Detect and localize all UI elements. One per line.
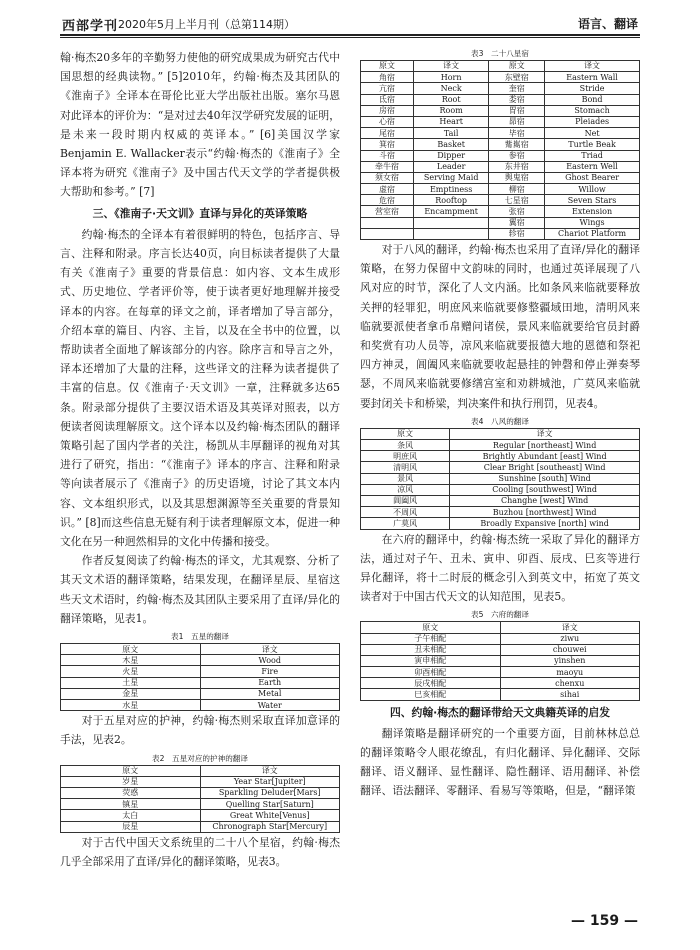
table-cell: 东井宿 bbox=[489, 161, 545, 172]
right-column bbox=[360, 48, 640, 801]
table-cell: 丑未相配 bbox=[361, 644, 501, 655]
table-row bbox=[361, 105, 640, 116]
table-cell: 不周风 bbox=[361, 507, 450, 518]
table-row bbox=[61, 810, 340, 821]
table-cell: 水星 bbox=[61, 700, 201, 711]
table-cell: 斗宿 bbox=[361, 150, 414, 161]
table-cell: Net bbox=[545, 128, 640, 139]
table-cell: 广莫风 bbox=[361, 518, 450, 529]
table-cell: 东壁宿 bbox=[489, 72, 545, 83]
table-cell: Cooling [southwest] Wind bbox=[450, 484, 640, 495]
table-cell: 心宿 bbox=[361, 116, 414, 127]
table-header-cell: 译文 bbox=[200, 765, 340, 776]
table-cell: 轸宿 bbox=[489, 228, 545, 239]
table-cell: 张宿 bbox=[489, 206, 545, 217]
table-cell: Year Star[Jupiter] bbox=[200, 776, 340, 787]
table-row bbox=[361, 184, 640, 195]
table-row bbox=[361, 678, 640, 689]
table-cell: 柳宿 bbox=[489, 184, 545, 195]
table-cell: Emptiness bbox=[414, 184, 489, 195]
table-caption: 表3 二十八星宿 bbox=[471, 49, 529, 58]
table-cell: 镇星 bbox=[61, 799, 201, 810]
table-cell: 辰星 bbox=[61, 821, 201, 832]
table-header-cell: 原文 bbox=[361, 428, 450, 439]
table-cell: Changhe [west] Wind bbox=[450, 495, 640, 506]
table-cell: 角宿 bbox=[361, 72, 414, 83]
table-cell: Ghost Bearer bbox=[545, 172, 640, 183]
table-caption: 表1 五星的翻译 bbox=[171, 632, 229, 642]
table-row bbox=[361, 72, 640, 83]
table-cell: Pleiades bbox=[545, 116, 640, 127]
table-cell: 胃宿 bbox=[489, 105, 545, 116]
table-five-planets bbox=[60, 643, 340, 711]
table-cell bbox=[361, 228, 414, 239]
table-cell: 辰戌相配 bbox=[361, 678, 501, 689]
table-row bbox=[61, 688, 340, 699]
table-cell: 觜嶲宿 bbox=[489, 139, 545, 150]
table-cell: Clear Bright [southeast] Wind bbox=[450, 462, 640, 473]
table-six-fu bbox=[360, 621, 640, 700]
table-cell: 凉风 bbox=[361, 484, 450, 495]
table-cell: 昴宿 bbox=[489, 116, 545, 127]
table-cell: sihai bbox=[500, 689, 640, 700]
header-rule-thin bbox=[60, 37, 640, 38]
table-cell: Stride bbox=[545, 83, 640, 94]
paragraph: 对于八风的翻译，约翰·梅杰也采用了直译/异化的翻译策略，在努力保留中文韵味的同时，也通过英译展现了八风对应的时节，深化了人文内涵。比如条风来临就要释放关押的轻罪犯，明庶风来临就要修整疆域田地，清明风来临就要派使者拿币帛赠问诸侯，景风来临就要给官员封爵和奖赏有功人员等，凉风来临就要报德大地的恩德和祭祀四方神灵，阊阖风来临就要收起悬挂的钟磬和停止弹奏琴瑟，不周风来临就要修缮宫室和劝耕城池，广莫风来临就要封闭关卡和桥梁，判决案件和执行刑罚，见表4。 bbox=[360, 243, 640, 410]
table-header-cell: 原文 bbox=[361, 622, 501, 633]
table-cell: 荧惑 bbox=[61, 788, 201, 799]
table-cell: Fire bbox=[200, 666, 340, 677]
table-cell: 箕宿 bbox=[361, 139, 414, 150]
table-cell: Leader bbox=[414, 161, 489, 172]
table-cell: 岁星 bbox=[61, 776, 201, 787]
table-cell: 七星宿 bbox=[489, 195, 545, 206]
table-caption: 表4 八风的翻译 bbox=[471, 416, 529, 426]
table-cell: Basket bbox=[414, 139, 489, 150]
table-cell bbox=[361, 217, 414, 228]
table-header-cell: 译文 bbox=[545, 61, 640, 72]
table-cell: Rooftop bbox=[414, 195, 489, 206]
paragraph: 对于五星对应的护神，约翰·梅杰则采取直译加意译的手法，见表2。 bbox=[60, 714, 340, 747]
section-heading: 四、约翰·梅杰的翻译带给天文典籍英译的启发 bbox=[389, 705, 611, 719]
table-cell: 清明风 bbox=[361, 462, 450, 473]
table-cell: maoyu bbox=[500, 667, 640, 678]
table-cell: Bond bbox=[545, 94, 640, 105]
table-row bbox=[361, 667, 640, 678]
table-row bbox=[61, 776, 340, 787]
table-cell: 寅申相配 bbox=[361, 655, 501, 666]
table-cell: Encampment bbox=[414, 206, 489, 217]
table-cell: Wings bbox=[545, 217, 640, 228]
table-cell: 娄宿 bbox=[489, 94, 545, 105]
journal-logo: 西部学刊 bbox=[62, 19, 119, 34]
table-row bbox=[61, 821, 340, 832]
table-cell: 火星 bbox=[61, 666, 201, 677]
table-cell: Seven Stars bbox=[545, 195, 640, 206]
table-cell: 氐宿 bbox=[361, 94, 414, 105]
table-cell: Water bbox=[200, 700, 340, 711]
table-cell: Willow bbox=[545, 184, 640, 195]
table-cell: 危宿 bbox=[361, 195, 414, 206]
table-cell: 明庶风 bbox=[361, 451, 450, 462]
table-row bbox=[361, 206, 640, 217]
table-row bbox=[61, 655, 340, 666]
table-cell: Serving Maid bbox=[414, 172, 489, 183]
table-row bbox=[361, 116, 640, 127]
table-cell: 虚宿 bbox=[361, 184, 414, 195]
page-header bbox=[0, 0, 700, 38]
table-cell: 土星 bbox=[61, 677, 201, 688]
table-cell: Room bbox=[414, 105, 489, 116]
table-cell: chouwei bbox=[500, 644, 640, 655]
table-row bbox=[361, 440, 640, 451]
table-header-cell: 译文 bbox=[500, 622, 640, 633]
table-planet-deities bbox=[60, 765, 340, 833]
table-row bbox=[361, 228, 640, 239]
table-row bbox=[361, 462, 640, 473]
table-cell: Buzhou [northwest] Wind bbox=[450, 507, 640, 518]
table-cell: Earth bbox=[200, 677, 340, 688]
left-column bbox=[60, 48, 340, 871]
table-row bbox=[361, 655, 640, 666]
table-cell: Triad bbox=[545, 150, 640, 161]
table-cell: 舆鬼宿 bbox=[489, 172, 545, 183]
table-cell: 木星 bbox=[61, 655, 201, 666]
table-row bbox=[361, 473, 640, 484]
table-row bbox=[61, 799, 340, 810]
table-cell: 须女宿 bbox=[361, 172, 414, 183]
table-header-cell: 原文 bbox=[61, 644, 201, 655]
table-cell: 金星 bbox=[61, 688, 201, 699]
table-header-cell: 译文 bbox=[414, 61, 489, 72]
table-cell: 太白 bbox=[61, 810, 201, 821]
table-header-row bbox=[61, 765, 340, 776]
table-row bbox=[361, 83, 640, 94]
table-cell: 条风 bbox=[361, 440, 450, 451]
table-row bbox=[361, 484, 640, 495]
table-header-cell: 原文 bbox=[61, 765, 201, 776]
section-heading: 三、《淮南子·天文训》直译与异化的英译策略 bbox=[92, 206, 308, 220]
table-header-row bbox=[361, 428, 640, 439]
table-caption: 表2 五星对应的护神的翻译 bbox=[152, 753, 248, 763]
table-cell: Dipper bbox=[414, 150, 489, 161]
table-header-row bbox=[361, 61, 640, 72]
table-cell: Eastern Well bbox=[545, 161, 640, 172]
table-row bbox=[361, 172, 640, 183]
table-cell: Regular [northeast] Wind bbox=[450, 440, 640, 451]
table-cell: Chariot Platform bbox=[545, 228, 640, 239]
table-header-cell: 原文 bbox=[361, 61, 414, 72]
page-number: — 159 — bbox=[571, 913, 638, 929]
table-cell: 毕宿 bbox=[489, 128, 545, 139]
table-row bbox=[361, 217, 640, 228]
table-cell: 牵牛宿 bbox=[361, 161, 414, 172]
table-cell: Sunshine [south] Wind bbox=[450, 473, 640, 484]
table-row bbox=[361, 689, 640, 700]
table-cell: ziwu bbox=[500, 633, 640, 644]
header-rule-thick bbox=[60, 34, 640, 36]
paragraph: 在六府的翻译中，约翰·梅杰统一采取了异化的翻译方法，通过对子午、丑未、寅申、卯酉、辰戌、巳亥等进行异化翻译，将十二时辰的概念引入到英文中，拓宽了英文读者对于中国古代天文的认知范围，见表5。 bbox=[360, 532, 640, 604]
table-row bbox=[361, 518, 640, 529]
table-cell: Root bbox=[414, 94, 489, 105]
paragraph: 对于古代中国天文系统里的二十八个星宿，约翰·梅杰几乎全部采用了直译/异化的翻译策略，见表3。 bbox=[60, 835, 340, 868]
table-row bbox=[61, 700, 340, 711]
paragraph: 作者反复阅读了约翰·梅杰的译文，尤其观察、分析了其天文术语的翻译策略，结果发现，在翻译星辰、星宿这些天文术语时，约翰·梅杰及其团队主要采用了直译/异化的翻译策略，见表1。 bbox=[60, 554, 340, 625]
table-28-mansions bbox=[360, 60, 640, 240]
table-header-row bbox=[361, 622, 640, 633]
table-row bbox=[361, 633, 640, 644]
table-header-row bbox=[61, 644, 340, 655]
table-cell: Broadly Expansive [north] wind bbox=[450, 518, 640, 529]
table-cell: Extension bbox=[545, 206, 640, 217]
table-cell: Brightly Abundant [east] Wind bbox=[450, 451, 640, 462]
table-cell: 亢宿 bbox=[361, 83, 414, 94]
paragraph: 翰·梅杰20多年的辛勤努力使他的研究成果成为研究古代中国思想的经典读物。” [5]2010年，约翰·梅杰及其团队的《淮南子》全译本在哥伦比亚大学出版社出版。塞尔马恩对此译本的评价为：“是对过去40年汉学研究发展的证明，是未来一段时期内权威的英译本。” [6]美国汉学家Benjamin E. Wallacker表示“约翰·梅杰的《淮南子》全译本将为研究《淮南子》及中国古代天文学的学者提供极大帮助和参考。” [7] bbox=[60, 51, 340, 199]
section-title: 语言、翻译 bbox=[577, 17, 638, 31]
table-row bbox=[361, 94, 640, 105]
table-row bbox=[361, 139, 640, 150]
table-row bbox=[61, 666, 340, 677]
table-cell: 尾宿 bbox=[361, 128, 414, 139]
table-cell: 卯酉相配 bbox=[361, 667, 501, 678]
table-cell: Horn bbox=[414, 72, 489, 83]
table-cell: Great White[Venus] bbox=[200, 810, 340, 821]
table-row bbox=[61, 788, 340, 799]
table-cell bbox=[414, 217, 489, 228]
table-cell: 参宿 bbox=[489, 150, 545, 161]
table-row bbox=[361, 195, 640, 206]
table-cell: Eastern Wall bbox=[545, 72, 640, 83]
table-cell: 巳亥相配 bbox=[361, 689, 501, 700]
paragraph: 翻译策略是翻译研究的一个重要方面，目前林林总总的翻译策略令人眼花缭乱，有归化翻译、异化翻译、交际翻译、语义翻译、显性翻译、隐性翻译、语用翻译、补偿翻译、语法翻译、零翻译、看易写等策略，但是，“翻译策 bbox=[360, 726, 640, 798]
issue-info: 2020年5月上半月刊（总第114期） bbox=[118, 18, 295, 31]
table-row bbox=[361, 451, 640, 462]
table-row bbox=[361, 150, 640, 161]
table-cell: 阊阖风 bbox=[361, 495, 450, 506]
table-row bbox=[361, 128, 640, 139]
table-cell: Heart bbox=[414, 116, 489, 127]
table-cell: chenxu bbox=[500, 678, 640, 689]
paragraph: 约翰·梅杰的全译本有着很鲜明的特色，包括序言、导言、注释和附录。序言长达40页，向目标读者提供了大量有关《淮南子》重要的背景信息：如内容、文本生成形式、历史地位、学者评价等，使于读者更好地理解并接受译本的内容。在每章的译文之前，译者增加了导言部分，介绍本章的篇目、内容、主旨，以及在全书中的位置，以帮助读者全面地了解该部分的内容。除序言和导言之外，译本还增加了大量的注释，这些译文的注释为读者提供了丰富的信息。仅《淮南子·天文训》一章，注释就多达65条。附录部分提供了主要汉语术语及其英译对照表，以方便读者阅读理解原文。这个译本以及约翰·梅杰团队的翻译策略引起了国内学者的关注，杨凯从丰厚翻译的视角对其进行了研究，指出：“《淮南子》译本的序言、注释和附录等向读者展示了《淮南子》的历史语境，讨论了其文本内容、文本组织形式，以及其思想渊源等至关重要的背景知识。” [8]而这些信息无疑有利于读者理解原文本，促进一种文化在另一种迥然相异的文化中传播和接受。 bbox=[60, 227, 340, 549]
table-row bbox=[361, 161, 640, 172]
table-cell: Neck bbox=[414, 83, 489, 94]
table-cell: 奎宿 bbox=[489, 83, 545, 94]
table-cell: Wood bbox=[200, 655, 340, 666]
table-cell: Metal bbox=[200, 688, 340, 699]
table-cell: 翼宿 bbox=[489, 217, 545, 228]
table-caption: 表5 六府的翻译 bbox=[471, 610, 529, 620]
table-cell: Turtle Beak bbox=[545, 139, 640, 150]
table-row bbox=[361, 644, 640, 655]
table-cell: Stomach bbox=[545, 105, 640, 116]
table-header-cell: 译文 bbox=[450, 428, 640, 439]
table-cell: Sparkling Deluder[Mars] bbox=[200, 788, 340, 799]
table-header-cell: 原文 bbox=[489, 61, 545, 72]
table-eight-winds bbox=[360, 428, 640, 530]
table-header-cell: 译文 bbox=[200, 644, 340, 655]
table-cell: 营室宿 bbox=[361, 206, 414, 217]
table-cell: 房宿 bbox=[361, 105, 414, 116]
table-cell: 子午相配 bbox=[361, 633, 501, 644]
table-cell bbox=[414, 228, 489, 239]
table-row bbox=[361, 507, 640, 518]
table-cell: Chronograph Star[Mercury] bbox=[200, 821, 340, 832]
table-row bbox=[61, 677, 340, 688]
table-cell: yinshen bbox=[500, 655, 640, 666]
table-row bbox=[361, 495, 640, 506]
table-cell: Quelling Star[Saturn] bbox=[200, 799, 340, 810]
table-cell: Tail bbox=[414, 128, 489, 139]
table-cell: 景风 bbox=[361, 473, 450, 484]
